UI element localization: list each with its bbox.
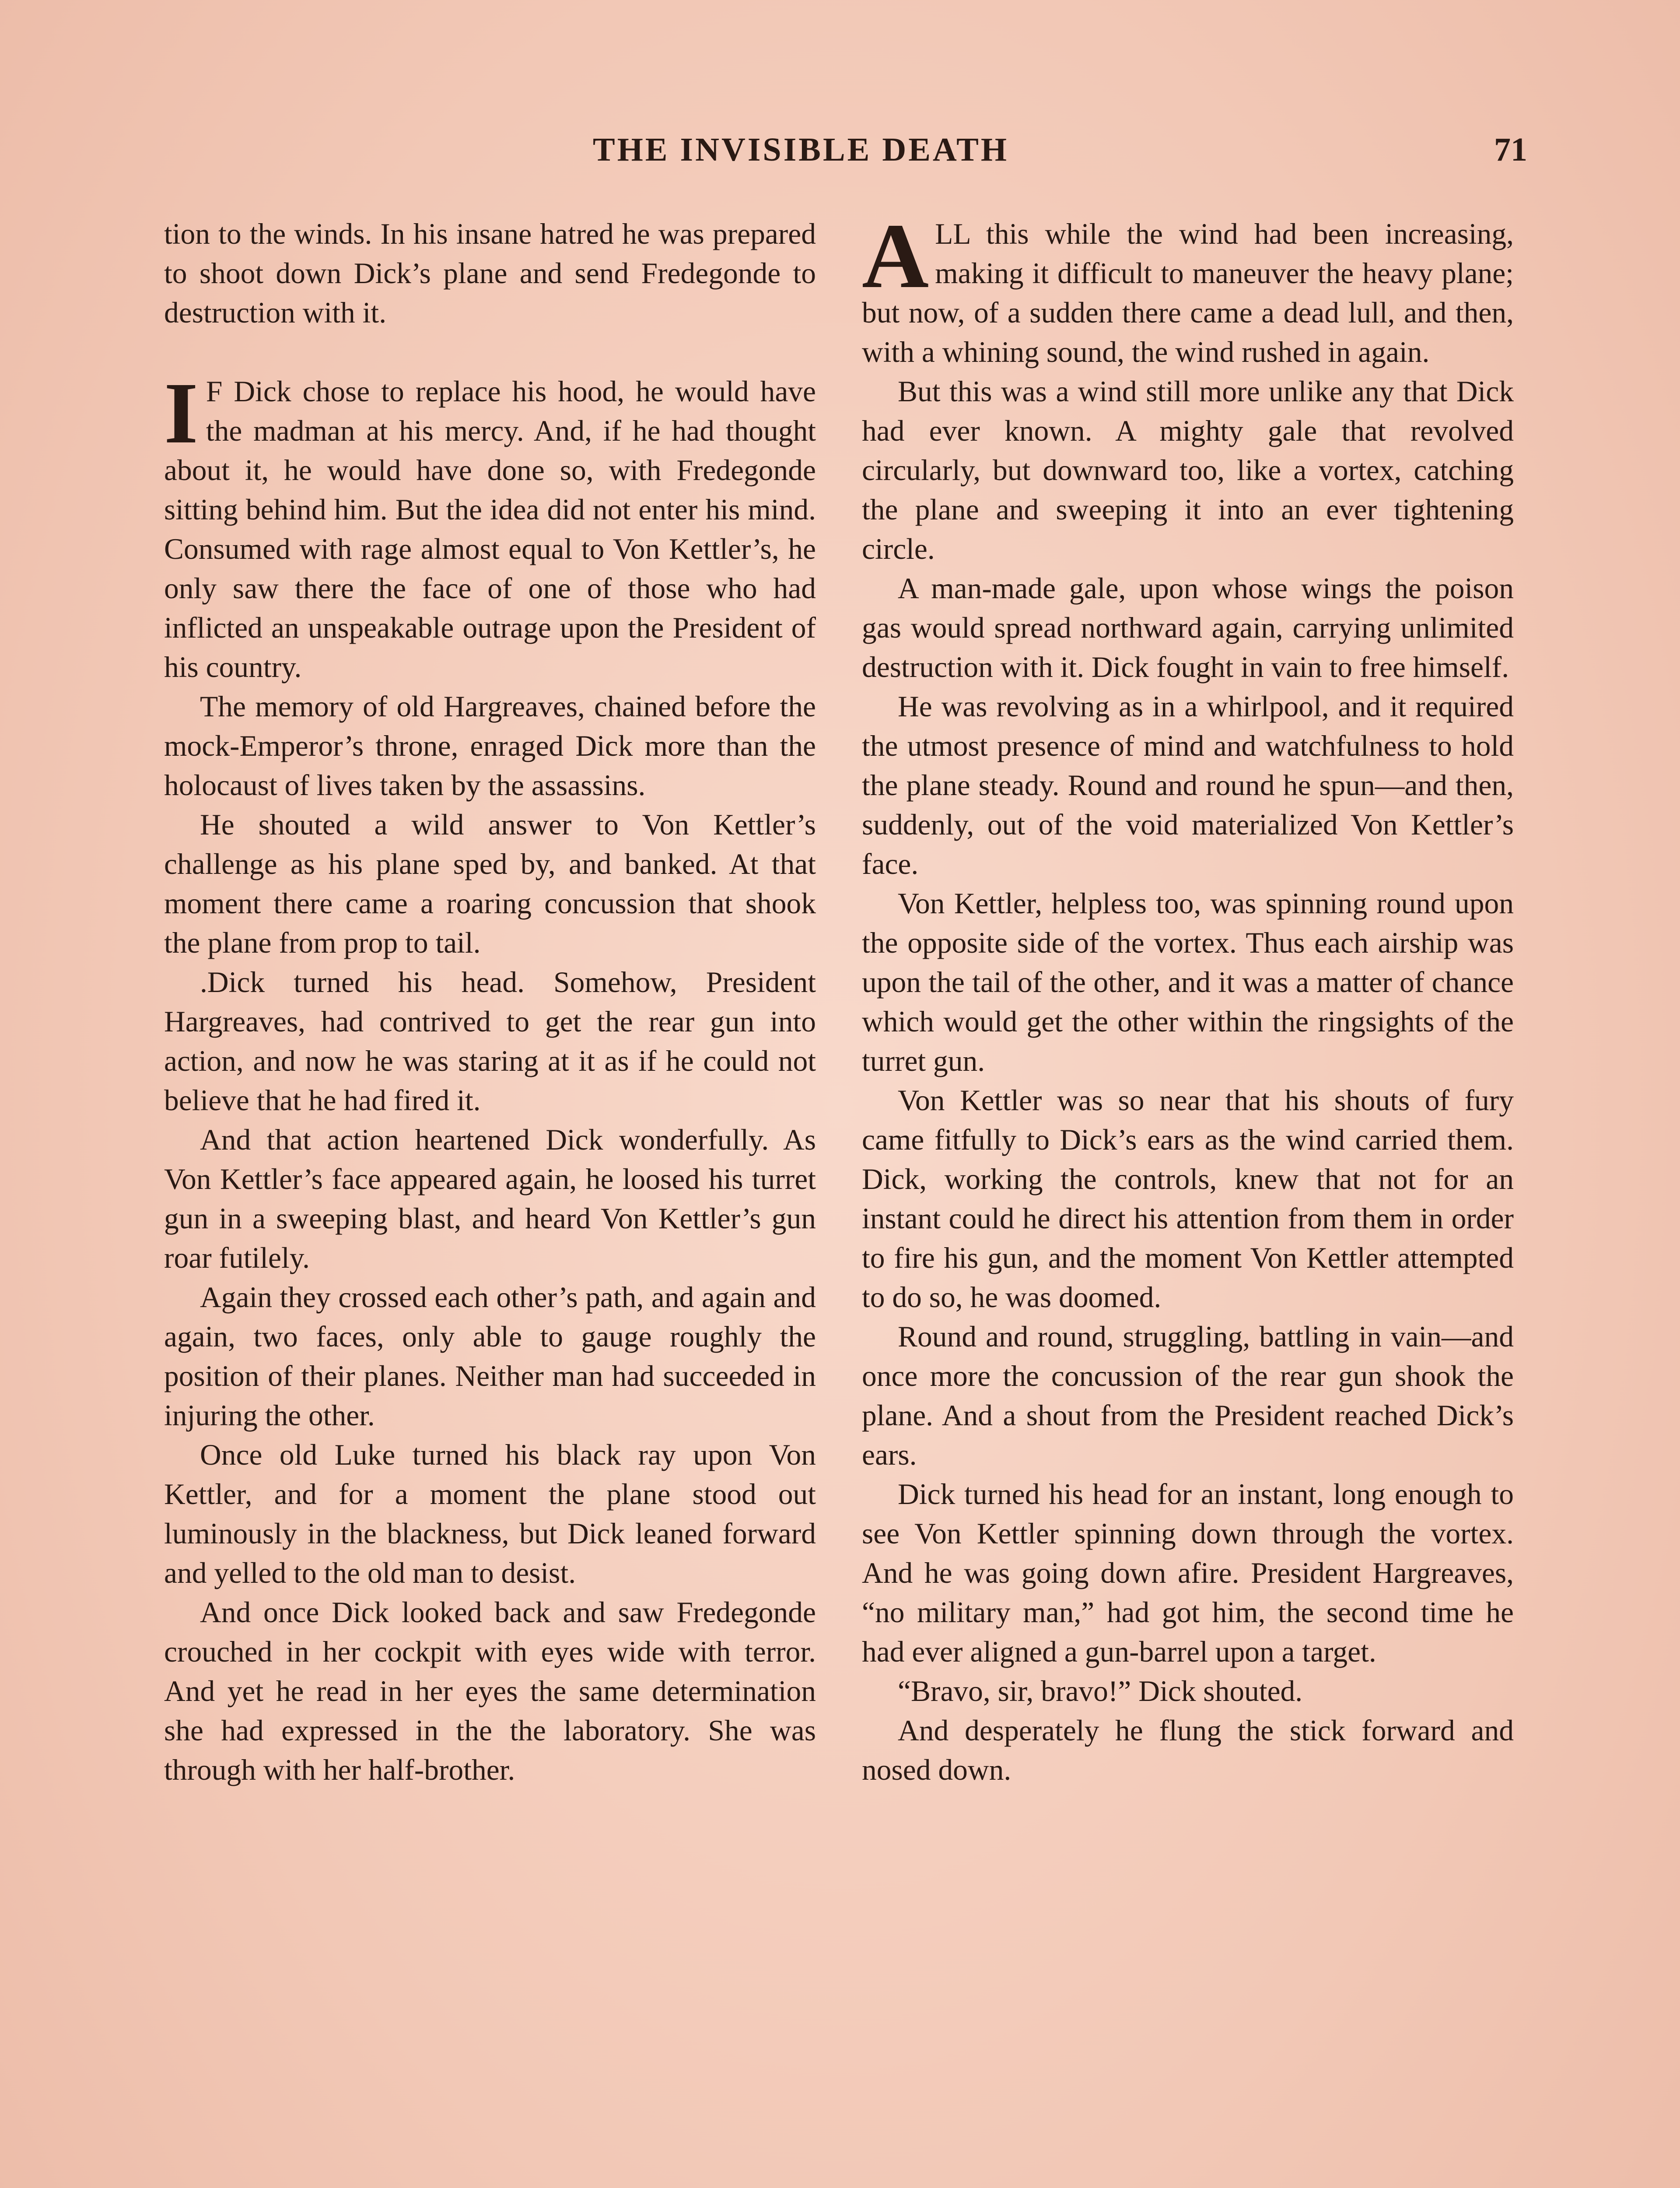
paragraph: tion to the winds. In his insane hatred he was prepared to shoot down Dick’s plane and send Fredegonde to destruction with it.	[164, 217, 816, 329]
paragraph: .Dick turned his head. Somehow, President Hargreaves, had contrived to get the rear gun into action, and now he was staring at it as if he could not believe that he had fired it.	[164, 966, 816, 1117]
dropcap-letter: I	[164, 365, 198, 462]
paragraph: Again they crossed each other’s path, and again and again, two faces, only able to gauge roughly the position of their planes. Neither man had succeeded in injuring the other.	[164, 1281, 816, 1432]
running-title: THE INVISIBLE DEATH	[593, 131, 1009, 168]
paragraph: Dick turned his head for an instant, long enough to see Von Kettler spinning down through the vortex. And he was going down afire. President Hargreaves, “no military man,” had got him, the second time he had ever aligned a gun-barrel upon a target.	[862, 1478, 1514, 1668]
paragraph: Once old Luke turned his black ray upon Von Kettler, and for a moment the plane stood out luminously in the blackness, but Dick leaned forward and yelled to the old man to desist.	[164, 1438, 816, 1589]
paragraph-with-dropcap	[862, 204, 1514, 372]
paragraph: Round and round, struggling, battling in vain—and once more the concussion of the rear gun shook the plane. And a shout from the President reached Dick’s ears.	[862, 1320, 1514, 1471]
paragraph: And once Dick looked back and saw Fredegonde crouched in her cockpit with eyes wide with terror. And yet he read in her eyes the same determination she had expressed in the the laboratory. She was through with her half-brother.	[164, 1596, 816, 1786]
paragraph: A man-made gale, upon whose wings the poison gas would spread northward again, carrying unlimited destruction with it. Dick fought in vain to free himself.	[862, 572, 1514, 684]
page-number: 71	[1494, 131, 1527, 168]
paragraph: And desperately he flung the stick forward and nosed down.	[862, 1714, 1514, 1786]
left-column	[164, 214, 816, 1790]
paragraph: But this was a wind still more unlike any that Dick had ever known. A mighty gale that revolved circularly, but downward too, like a vortex, catching the plane and sweeping it into an ever tightening circle.	[862, 375, 1514, 565]
paragraph: Von Kettler, helpless too, was spinning round upon the opposite side of the vortex. Thus each airship was upon the tail of the other, and it was a matter of chance which would get the other within the ringsights of the turret gun.	[862, 887, 1514, 1077]
paragraph: “Bravo, sir, bravo!” Dick shouted.	[898, 1675, 1303, 1708]
paragraph: He shouted a wild answer to Von Kettler’s challenge as his plane sped by, and banked. At that moment there came a roaring concussion that shook the plane from prop to tail.	[164, 808, 816, 959]
right-column	[862, 204, 1514, 1790]
paragraph: Von Kettler was so near that his shouts of fury came fitfully to Dick’s ears as the wind carried them. Dick, working the controls, knew that not for an instant could he direct his attention from them in order to fire his gun, and the moment Von Kettler attempted to do so, he was doomed.	[862, 1084, 1514, 1314]
paragraph: And that action heartened Dick wonderfully. As Von Kettler’s face appeared again, he loosed his turret gun in a sweeping blast, and heard Von Kettler’s gun roar futilely.	[164, 1123, 816, 1274]
paragraph: The memory of old Hargreaves, chained before the mock-Emperor’s throne, enraged Dick more than the holocaust of lives taken by the assassins.	[164, 690, 816, 802]
paragraph-text: LL this while the wind had been increasing, making it difficult to maneuver the heavy plane; but now, of a sudden there came a dead lull, and then, with a whining sound, the wind rushed in again.	[862, 217, 1514, 368]
paragraph-text: F Dick chose to replace his hood, he would have the madman at his mercy. And, if he had thought about it, he would have done so, with Fredegonde sitting behind him. But the idea did not enter his mind. Consumed with rage almost equal to Von Kettler’s, he only saw there the face of one of those who had inflicted an unspeakable outrage upon the President of his country.	[164, 375, 816, 684]
dropcap-letter: A	[862, 204, 929, 307]
running-header	[0, 128, 1680, 176]
paragraph: He was revolving as in a whirlpool, and it required the utmost presence of mind and watchfulness to hold the plane steady. Round and round he spun—and then, suddenly, out of the void materialized Von Kettler’s face.	[862, 690, 1514, 880]
paragraph-with-dropcap	[164, 365, 816, 687]
